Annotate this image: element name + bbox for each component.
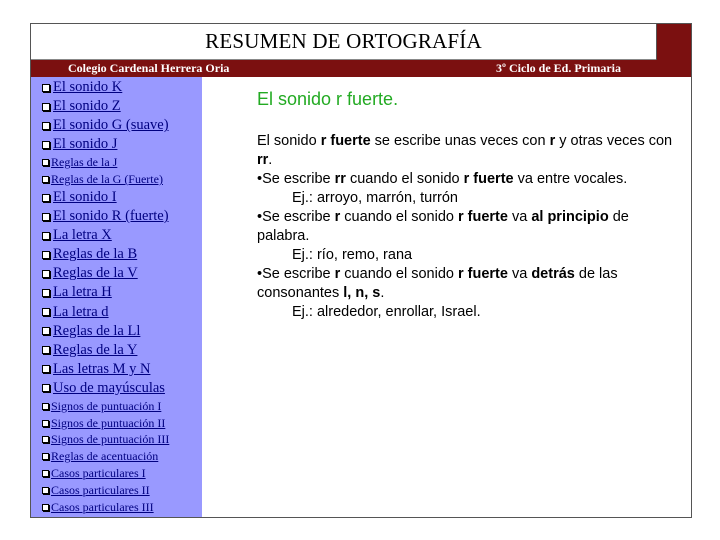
nav-link[interactable] (42, 135, 169, 154)
checkbox-bullet-icon (42, 327, 50, 335)
checkbox-bullet-icon (42, 470, 49, 477)
nav-link[interactable] (42, 303, 169, 322)
example-3: Ej.: alrededor, enrollar, Israel. (292, 304, 481, 320)
content-heading: El sonido r fuerte. (257, 89, 399, 109)
nav-link[interactable] (42, 188, 169, 207)
nav-link[interactable] (42, 245, 169, 264)
nav-link[interactable] (42, 398, 169, 415)
nav-link-label: Reglas de acentuación (51, 449, 159, 464)
checkbox-bullet-icon (42, 176, 49, 183)
checkbox-bullet-icon (42, 346, 50, 354)
nav-link-label: Las letras M y N (53, 360, 151, 377)
checkbox-bullet-icon (42, 122, 50, 130)
nav-link[interactable] (42, 465, 169, 482)
nav-link-label: El sonido G (suave) (53, 117, 169, 134)
nav-link-label: Casos particulares III (51, 499, 154, 514)
example-1: Ej.: arroyo, marrón, turrón (292, 190, 458, 206)
nav-link-label: El sonido R (fuerte) (53, 208, 169, 225)
rule-2: •Se escribe r cuando el sonido r fuerte va al principio de palabra. (257, 209, 629, 244)
nav-link-label: Uso de mayúsculas (53, 379, 165, 396)
nav-link-label: La letra d (53, 303, 109, 320)
cycle-label: 3º Ciclo de Ed. Primaria (496, 61, 621, 75)
nav-link-label: Casos particulares I (51, 466, 146, 481)
checkbox-bullet-icon (42, 194, 50, 202)
intro-text: El sonido r fuerte se escribe unas veces con r y otras veces con rr. (257, 133, 673, 168)
nav-link[interactable] (42, 207, 169, 226)
nav-link[interactable] (42, 432, 169, 449)
checkbox-bullet-icon (42, 384, 50, 392)
nav-link[interactable] (42, 171, 169, 188)
nav-link-label: Reglas de la Y (53, 341, 138, 358)
nav-link-label: Reglas de la J (51, 155, 118, 170)
nav-link-label: Reglas de la Ll (53, 322, 141, 339)
nav-link[interactable] (42, 360, 169, 379)
rule-1: •Se escribe rr cuando el sonido r fuerte va entre vocales. (257, 171, 628, 187)
example-2: Ej.: río, remo, rana (292, 247, 413, 263)
checkbox-bullet-icon (42, 453, 49, 460)
checkbox-bullet-icon (42, 251, 50, 259)
nav-link-label: Signos de puntuación I (51, 398, 162, 413)
checkbox-bullet-icon (42, 420, 49, 427)
checkbox-bullet-icon (42, 141, 50, 149)
checkbox-bullet-icon (42, 270, 50, 278)
checkbox-bullet-icon (42, 504, 49, 511)
checkbox-bullet-icon (42, 84, 50, 92)
corner-decoration (656, 24, 691, 60)
nav-link-label: La letra H (53, 284, 112, 301)
rule-3: •Se escribe r cuando el sonido r fuerte va detrás de las consonantes l, n, s. (257, 266, 618, 301)
checkbox-bullet-icon (42, 289, 50, 297)
nav-link-label: Signos de puntuación II (51, 415, 166, 430)
nav-link[interactable] (42, 341, 169, 360)
slide-title: RESUMEN DE ORTOGRAFÍA (31, 24, 656, 60)
checkbox-bullet-icon (42, 159, 49, 166)
nav-link-label: El sonido K (53, 79, 123, 96)
nav-link[interactable] (42, 116, 169, 135)
nav-link-label: El sonido I (53, 189, 117, 206)
nav-link-label: Reglas de la V (53, 265, 138, 282)
checkbox-bullet-icon (42, 365, 50, 373)
checkbox-bullet-icon (42, 308, 50, 316)
nav-link-label: El sonido J (53, 136, 118, 153)
nav-link[interactable] (42, 226, 169, 245)
nav-link[interactable] (42, 322, 169, 341)
nav-link[interactable] (42, 379, 169, 398)
topic-nav (42, 78, 169, 516)
nav-link[interactable] (42, 415, 169, 432)
nav-link[interactable] (42, 264, 169, 283)
nav-link[interactable] (42, 482, 169, 499)
nav-link-label: El sonido Z (53, 98, 121, 115)
header-band (31, 60, 691, 77)
checkbox-bullet-icon (42, 232, 50, 240)
nav-link[interactable] (42, 97, 169, 116)
nav-link-label: Reglas de la G (Fuerte) (51, 172, 163, 187)
checkbox-bullet-icon (42, 403, 49, 410)
nav-link-label: Casos particulares II (51, 482, 150, 497)
nav-link[interactable] (42, 499, 169, 516)
nav-link[interactable] (42, 283, 169, 302)
checkbox-bullet-icon (42, 103, 50, 111)
nav-link[interactable] (42, 78, 169, 97)
nav-link[interactable] (42, 154, 169, 171)
nav-link[interactable] (42, 448, 169, 465)
checkbox-bullet-icon (42, 487, 49, 494)
school-name: Colegio Cardenal Herrera Oria (68, 61, 230, 75)
nav-link-label: Reglas de la B (53, 246, 138, 263)
nav-link-label: Signos de puntuación III (51, 432, 170, 447)
content-body (257, 132, 677, 322)
checkbox-bullet-icon (42, 436, 49, 443)
nav-link-label: La letra X (53, 227, 112, 244)
checkbox-bullet-icon (42, 213, 50, 221)
content-area (257, 89, 677, 322)
